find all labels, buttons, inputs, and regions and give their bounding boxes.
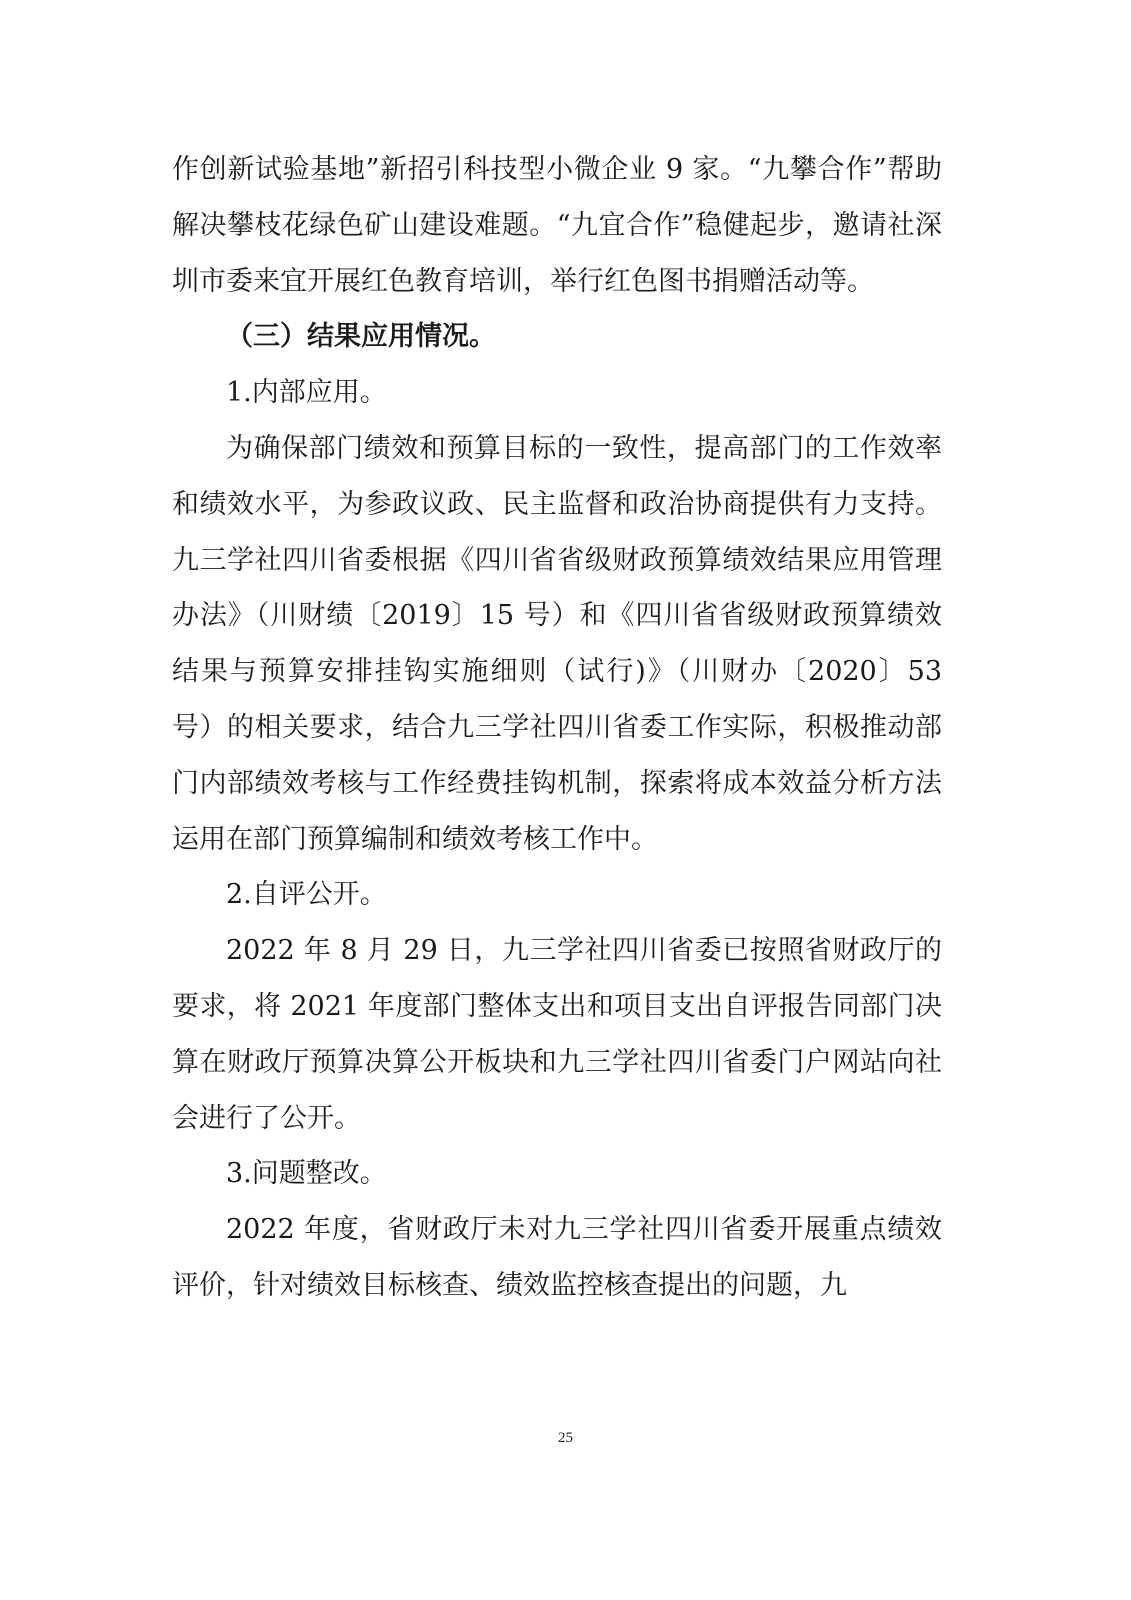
paragraph-self-evaluation-disclosure: 2022 年 8 月 29 日，九三学社四川省委已按照省财政厅的要求，将 2021 年度部门整体支出和项目支出自评报告同部门决算在财政厅预算决算公开板块和九三学社四川省委门户网站向社会进行了公开。	[172, 935, 942, 1134]
subheading-problem-rectification: 3.问题整改。	[226, 1158, 387, 1190]
subheading-self-evaluation-disclosure: 2.自评公开。	[226, 879, 387, 911]
paragraph-problem-rectification: 2022 年度，省财政厅未对九三学社四川省委开展重点绩效评价，针对绩效目标核查、绩效监控核查提出的问题，九	[172, 1214, 942, 1301]
paragraph-internal-application: 为确保部门绩效和预算目标的一致性，提高部门的工作效率和绩效水平，为参政议政、民主监督和政治协商提供有力支持。九三学社四川省委根据《四川省省级财政预算绩效结果应用管理办法》（川财绩〔2019〕15 号）和《四川省省级财政预算绩效结果与预算安排挂钩实施细则（试行)》（川财办〔2020〕53 号）的相关要求，结合九三学社四川省委工作实际，积极推动部门内部绩效考核与工作经费挂钩机制，探索将成本效益分析方法运用在部门预算编制和绩效考核工作中。	[172, 432, 942, 855]
page-number: 25	[558, 1430, 573, 1446]
subheading-internal-application: 1.内部应用。	[226, 377, 387, 409]
document-body	[172, 142, 942, 1314]
section-heading-results-application: （三）结果应用情况。	[226, 321, 496, 353]
paragraph-continuation: 作创新试验基地”新招引科技型小微企业 9 家。“九攀合作”帮助解决攀枝花绿色矿山建设难题。“九宜合作”稳健起步，邀请社深圳市委来宜开展红色教育培训，举行红色图书捐赠活动等。	[172, 154, 942, 297]
